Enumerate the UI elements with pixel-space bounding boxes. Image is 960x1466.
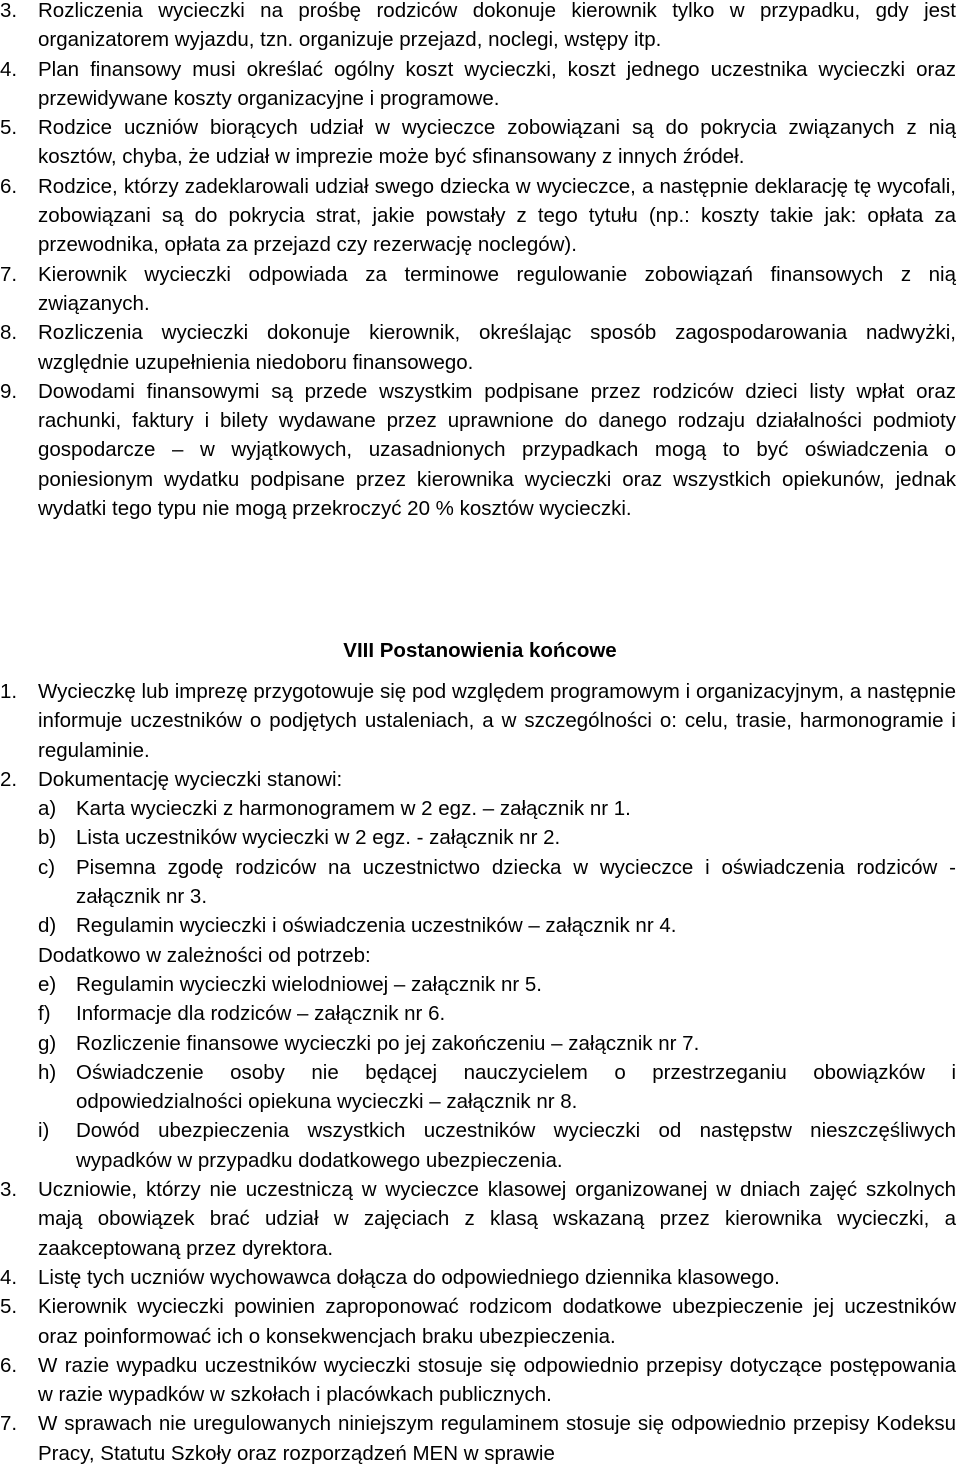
sub-item-text: Rozliczenie finansowe wycieczki po jej zakończeniu – załącznik nr 7. (76, 1031, 700, 1055)
sub-item-letter: h) (38, 1060, 57, 1084)
section-heading: VIII Postanowienia końcowe (343, 639, 617, 662)
list-item (0, 1292, 956, 1351)
sub-item-text: Regulamin wycieczki wielodniowej – załącznik nr 5. (76, 972, 543, 996)
sub-item-letter: f) (38, 1002, 51, 1026)
sub-item-letter: d) (38, 914, 57, 938)
item-text: Dowodami finansowymi są przede wszystkim podpisane przez rodziców dzieci listy wpłat oraz rachunki, faktury i bilety wydawane przez uprawnione do danego rodzaju działalności podmioty gospodarcze – w wyjątkowych, uzasadnionych przypadkach mogą to być oświadczenia o poniesionym wydatku podpisane przez kierownika wycieczki oraz wszystkich opiekunów, jednak wydatki tego typu nie mogą przekroczyć 20 % kosztów wycieczki. (38, 379, 956, 521)
additional-docs-label: Dodatkowo w zależności od potrzeb: (38, 943, 371, 967)
item-number: 2. (0, 767, 18, 791)
item-number: 7. (0, 1412, 18, 1436)
item-text: Rodzice uczniów biorących udział w wycieczce zobowiązani są do pokrycia związanych z nią kosztów, chyba, że udział w imprezie może być sfinansowany z innych źródeł. (38, 116, 956, 169)
sub-list-item (0, 970, 956, 999)
list-item (0, 260, 956, 319)
item-text: Wycieczkę lub imprezę przygotowuje się pod względem programowym i organizacyjnym, a następnie informuje uczestników o podjętych ustaleniach, a w szczególności o: celu, trasie, harmonogramie i regulaminie. (38, 680, 956, 762)
sub-list-item (0, 823, 956, 852)
item-number: 6. (0, 1353, 18, 1377)
item-number: 3. (0, 1178, 18, 1202)
item-text: Rozliczenia wycieczki dokonuje kierownik, określając sposób zagospodarowania nadwyżki, względnie uzupełnienia niedoboru finansowego. (38, 321, 956, 374)
item-number: 1. (0, 680, 18, 703)
item-text: Kierownik wycieczki powinien zaproponować rodzicom dodatkowe ubezpieczenie jej uczestników oraz poinformować ich o konsekwencjach braku ubezpieczenia. (38, 1295, 956, 1348)
item-text: Uczniowie, którzy nie uczestniczą w wycieczce klasowej organizowanej w dniach zajęć szkolnych mają obowiązek brać udział w zajęciach z klasą wskazaną przez kierownika wycieczki, a zaakceptowaną przez dyrektora. (38, 1178, 956, 1260)
list-item (0, 677, 956, 765)
sub-list-item (0, 853, 956, 912)
item-number: 7. (0, 262, 18, 286)
item-number: 5. (0, 1295, 18, 1319)
financial-rules-list (0, 0, 960, 523)
item-text: Rodzice, którzy zadeklarowali udział swego dziecka w wycieczce, a następnie deklarację tę wycofali, zobowiązani są do pokrycia strat, jakie powstały z tego tytułu (np.: koszty takie jak: opłata za przewodnika, opłata za przejazd czy rezerwację noclegów). (38, 174, 956, 257)
list-item (0, 1351, 956, 1410)
item-number: 6. (0, 174, 18, 198)
item-text: Listę tych uczniów wychowawca dołącza do odpowiedniego dziennika klasowego. (38, 1265, 780, 1289)
list-item (0, 1263, 956, 1292)
item-number: 3. (0, 0, 18, 22)
sub-list-item (0, 1116, 956, 1175)
list-item (0, 1175, 956, 1263)
list-item (0, 113, 956, 172)
item-number: 5. (0, 116, 18, 140)
list-item (0, 172, 956, 260)
item-number: 4. (0, 1265, 18, 1289)
list-item (0, 318, 956, 377)
item-text: W sprawach nie uregulowanych niniejszym regulaminem stosuje się odpowiednio przepisy Kodeksu Pracy, Statutu Szkoły oraz rozporządzeń MEN w sprawie (38, 1412, 956, 1465)
sub-item-text: Lista uczestników wycieczki w 2 egz. - załącznik nr 2. (76, 826, 561, 850)
sub-item-text: Regulamin wycieczki i oświadczenia uczestników – załącznik nr 4. (76, 914, 677, 938)
sub-item-letter: a) (38, 797, 57, 821)
sub-item-text: Dowód ubezpieczenia wszystkich uczestników wycieczki od następstw nieszczęśliwych wypadków w przypadku dodatkowego ubezpieczenia. (76, 1119, 956, 1172)
sub-item-letter: c) (38, 855, 56, 879)
list-item (0, 765, 956, 794)
item-text: Dokumentację wycieczki stanowi: (38, 767, 343, 791)
sub-item-letter: g) (38, 1031, 57, 1055)
sub-item-text: Oświadczenie osoby nie będącej nauczycielem o przestrzeganiu obowiązków i odpowiedzialności opiekuna wycieczki – załącznik nr 8. (76, 1060, 956, 1114)
sub-list-item (0, 1029, 956, 1058)
item-number: 4. (0, 57, 18, 81)
sub-item-text: Pisemna zgodę rodziców na uczestnictwo dziecka w wycieczce i oświadczenia rodziców - załącznik nr 3. (76, 855, 956, 909)
item-number: 8. (0, 321, 18, 345)
sub-item-letter: e) (38, 972, 57, 996)
sub-list-item (0, 911, 956, 940)
sub-item-text: Informacje dla rodziców – załącznik nr 6. (76, 1002, 446, 1026)
item-text: Plan finansowy musi określać ogólny koszt wycieczki, koszt jednego uczestnika wycieczki oraz przewidywane koszty organizacyjne i programowe. (38, 57, 956, 110)
sub-list-item (0, 1058, 956, 1117)
list-item (0, 0, 956, 55)
item-text: Kierownik wycieczki odpowiada za terminowe regulowanie zobowiązań finansowych z nią związanych. (38, 262, 956, 315)
item-number: 9. (0, 379, 18, 403)
list-item (0, 1409, 956, 1466)
list-item (0, 55, 956, 114)
item-text: W razie wypadku uczestników wycieczki stosuje się odpowiednio przepisy dotyczące postępowania w razie wypadków w szkołach i placówkach publicznych. (38, 1353, 956, 1407)
final-provisions-list (0, 677, 960, 1466)
sub-list-item (0, 999, 956, 1028)
sub-item-letter: b) (38, 826, 57, 850)
list-item (0, 377, 956, 523)
sub-item-letter: i) (38, 1119, 50, 1143)
sub-list-item (0, 794, 956, 823)
item-text: Rozliczenia wycieczki na prośbę rodziców dokonuje kierownik tylko w przypadku, gdy jest organizatorem wyjazdu, tzn. organizuje przejazd, noclegi, wstępy itp. (38, 0, 956, 52)
sub-item-text: Karta wycieczki z harmonogramem w 2 egz. – załącznik nr 1. (76, 797, 631, 821)
